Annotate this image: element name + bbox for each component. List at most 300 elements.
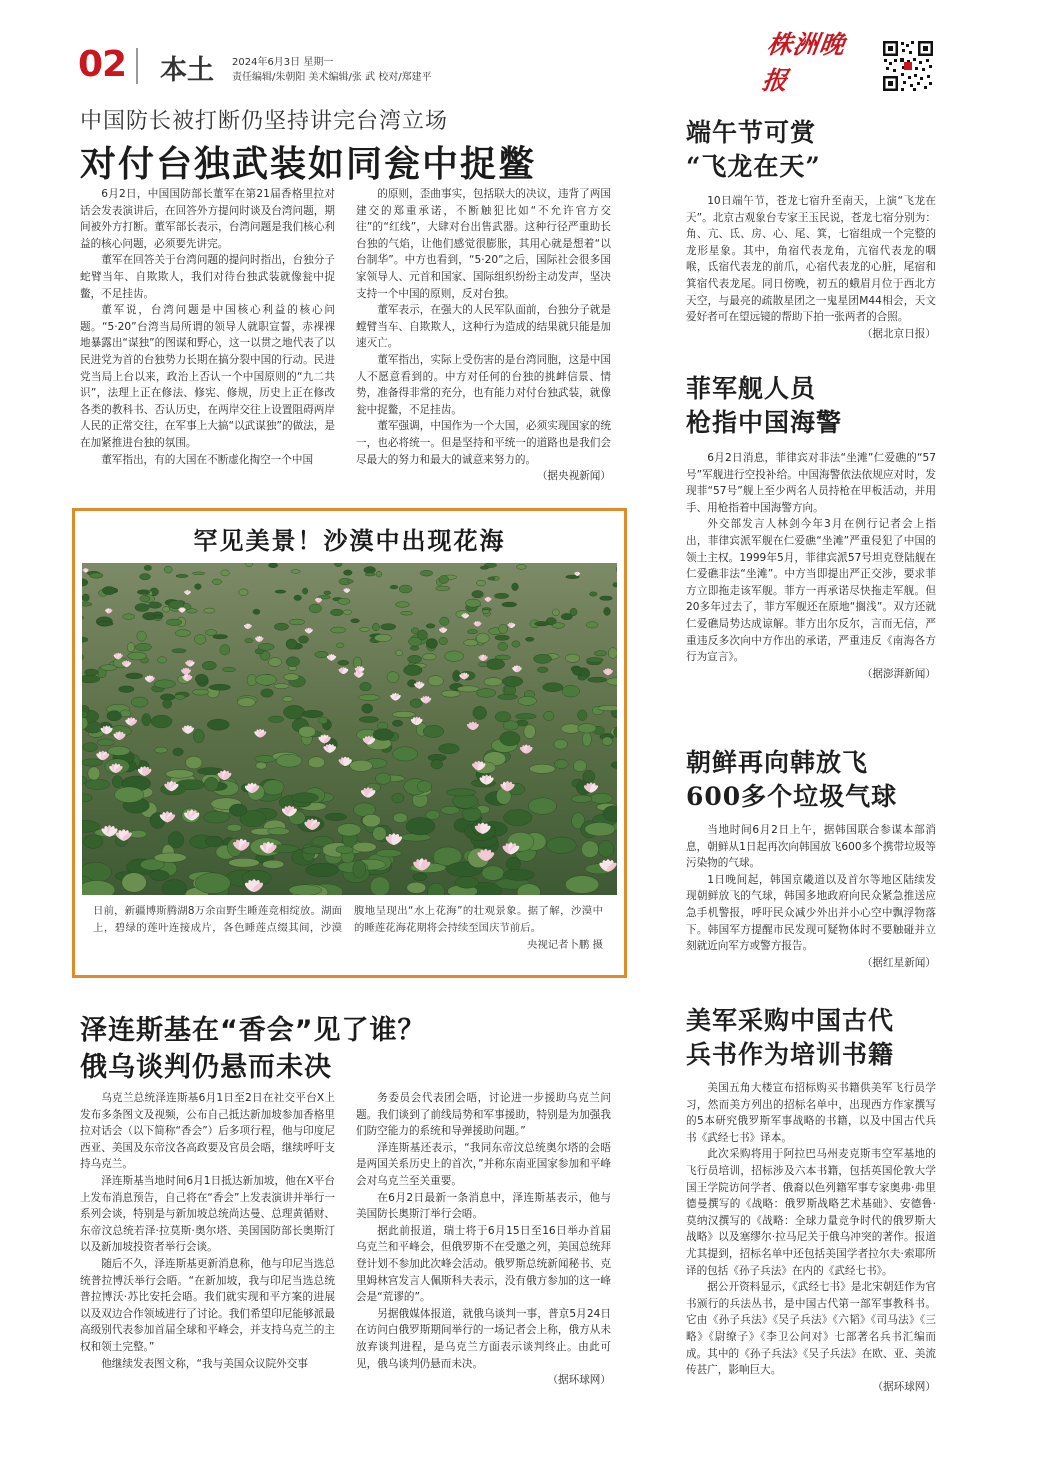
lily-pad [417,630,427,640]
paragraph: 6月2日消息，菲律宾对非法“坐滩”仁爱礁的“57号”军舰进行空投补给。中国海警依法依规应对时，发现菲“57号”舰上至少两名人员持枪在甲板活动，并用手、用枪指着中国海警方向。 [686,452,936,514]
lily-pad [495,635,510,640]
lily-pad [269,658,282,667]
lily-pad [552,623,564,629]
lily-pad [455,877,478,889]
headline-line: 端午节可赏 [686,118,817,147]
lily-pad [172,649,186,653]
lily-pad [176,574,188,577]
lily-pad [562,685,580,697]
lily-pad [373,827,387,841]
lily-pad [154,853,186,862]
lily-pad [503,869,534,880]
lily-pad [128,652,147,660]
dragon-article-body [686,193,936,342]
lily-pad [164,566,172,573]
lily-pad [268,828,290,835]
lily-pad [127,643,134,652]
lily-pad [283,697,294,702]
lily-pad [581,841,598,858]
lily-pad [360,627,370,631]
paragraph: 董军指出，有的大国在不断虚化掏空一个中国 [101,453,314,466]
lily-pad [578,710,587,721]
lily-pad [274,623,288,630]
lily-pad [131,697,148,707]
philippines-headline [686,372,842,440]
lily-pad [399,585,412,593]
lily-pad [186,756,203,769]
lily-pad [396,650,403,656]
lily-pad [517,565,527,570]
lily-pad [258,643,274,650]
military-books-headline [686,1004,894,1072]
lily-pad [377,722,388,730]
lily-pad [390,585,398,589]
lily-pad [478,662,487,667]
lily-pad [351,619,360,623]
lily-pad [149,870,169,880]
lily-pad [289,885,322,895]
article-source: （据红星新闻） [861,956,936,969]
lily-pad [428,676,444,686]
lily-pad [221,570,230,576]
lily-pad [586,658,603,663]
lily-pad [360,682,372,691]
paragraph: 董军在回答关于台湾问题的提问时指出，台独分子蛇臂当年、自欺欺人，我们对待台独武装就像瓮中捉鳖，不足挂齿。 [80,254,335,300]
lily-pad [613,583,617,587]
masthead-divider [136,48,138,84]
headline-line: “飞龙在天” [686,152,821,181]
zelensky-column-1 [80,1090,335,1372]
lily-pad [482,610,490,614]
lily-pad [286,657,299,667]
lily-pad [284,705,305,719]
lily-pad [166,619,182,626]
lily-pad [502,676,522,686]
lily-pad [203,811,229,823]
lily-pad [347,580,353,583]
photo-caption [93,903,603,954]
lily-pad [572,795,592,803]
article-source: （据央视新闻） [536,470,611,483]
lily-pad [547,837,577,854]
lily-pad [482,866,504,881]
lily-pad [195,674,208,683]
headline-line: 菲军舰人员 [686,374,817,403]
lily-pad [90,573,103,578]
paragraph: 据此前报道，瑞士将于6月15日至16日举办首届乌克兰和平峰会，但俄罗斯不在受邀之列，美国总统拜登计划不参加此次峰会活动。俄罗斯总统新闻秘书、克里姆林宫发言人佩斯科夫表示，没有俄方参加的这一峰会是“荒谬的”。 [356,1224,611,1304]
lily-pad [573,760,586,772]
paragraph: 1日晚间起，韩国京畿道以及首尔等地区陆续发现朝鲜放飞的气球，韩国多地政府向民众紧急推送应急手机警报，呼吁民众减少外出并小心空中飘浮物落下。韩国军方提醒市民发现可疑物体时不要触碰并立刻就近向军方或警方报告。 [686,873,936,953]
lily-pad [263,780,284,795]
lily-pad [565,876,599,894]
paragraph: 董军指出，实际上受伤害的是台湾同胞，这是中国人不愿意看到的。中方对任何的台独的挑衅信景、情势，准备得非常的充分，也有能力对付台独武装，就像瓮中捉鳖，不足挂齿。 [356,353,611,416]
qr-code-icon [882,40,934,92]
lily-pad [195,584,202,590]
lily-pad [408,655,422,663]
lily-pad [441,806,460,814]
lily-pad [207,719,229,730]
lily-pad [194,635,206,645]
lily-pad [534,654,552,663]
lily-pad [410,646,419,650]
lily-pad [486,659,505,670]
lily-pad [552,609,559,616]
lily-pad [529,764,555,773]
lily-pad [350,760,373,771]
lily-pad [227,824,242,831]
lily-pad [123,614,135,620]
lily-pad [446,789,475,796]
lily-pad [108,746,130,755]
lily-pad [269,716,284,722]
lily-pad [512,641,520,647]
lily-pad [426,810,440,819]
photo-title: 罕见美景！沙漠中出现花海 [193,526,506,555]
lily-pad [315,651,328,657]
lily-pad [393,747,418,761]
lily-pad [153,612,163,616]
lily-pad [309,604,321,613]
newspaper-logo: 株洲晚报 [760,30,848,95]
lily-pad [573,667,582,675]
lily-pad [426,638,437,648]
lily-pad [83,835,103,849]
lily-pad [114,787,143,803]
lily-pad [598,840,613,857]
lily-pad [404,665,423,676]
paragraph: 美国五角大楼宣布招标购买书籍供美军飞行员学习，然而美方列出的招标名单中，出现西方作家撰写的5本研究俄罗斯军事战略的书籍，以及中国古代兵书《武经七书》译本。 [686,1082,936,1144]
lily-pad [602,737,612,746]
lily-pad [578,724,597,734]
lily-pad [325,813,347,821]
lily-pad [142,714,151,726]
lily-pad [498,642,508,650]
lily-pad [439,744,460,754]
section-name: 本土 [160,55,214,86]
lily-pad [119,686,134,693]
lily-pad [302,847,323,854]
lily-pad [144,565,151,570]
paragraph: 当地时间6月2日上午，据韩国联合参谋本部消息，朝鲜从1日起再次向韩国放飞600多个携带垃圾等污染物的气球。 [686,824,936,870]
headline-line: 美军采购中国古代 [686,1006,895,1035]
lily-pad [298,636,308,643]
lily-pad [163,606,170,612]
lily-pad [261,689,274,697]
lily-pad [155,747,168,753]
books-article-body [686,1080,936,1395]
lily-pad [395,602,409,608]
lily-pad [502,602,517,607]
lily-pad [239,589,248,596]
lily-pad [83,743,98,752]
lily-pad [205,836,223,847]
lily-pad [604,607,611,615]
lily-pad [308,757,325,768]
lily-pad [255,674,276,685]
article-source: （据环球网） [547,1374,611,1387]
paragraph: 他继续发表图文称，“我与美国众议院外交事 [101,1357,308,1370]
lily-pad [229,804,247,816]
lily-pad [554,739,568,749]
editor-credits: 责任编辑/朱朝阳 美术编辑/张 武 校对/郑建平 [232,72,432,83]
lily-pad [362,814,380,827]
lily-pad [590,592,598,596]
paragraph: 泽连斯基当地时间6月1日抵达新加坡，他在X平台上发布消息预告，自己将在“香会”上发表演讲并举行一系列会谈，特别是与新加坡总统尚达曼、总理黄循财、东帝汶总统若泽·拉莫斯·奥尔塔、美国国防部长奥斯汀以及新加坡投资者举行会谈。 [80,1174,335,1254]
paragraph: 据公开资料显示，《武经七书》是北宋朝廷作为官书颁行的兵法丛书，是中国古代第一部军事教科书。它由《孙子兵法》《吴子兵法》《六韬》《司马法》《三略》《尉缭子》《李卫公问对》七部著名兵书汇编而成。其中的《孙子兵法》《吴子兵法》在欧、亚、美流传甚广，影响巨大。 [686,1281,936,1377]
lily-pad [338,598,350,604]
lily-pad [135,604,149,612]
lily-pad [504,810,532,826]
lily-pad [431,760,443,769]
korea-article-body [686,822,936,971]
lily-pad [583,770,595,783]
lily-pad [445,651,464,662]
lily-pad [88,767,100,780]
lily-pad [126,673,143,679]
lily-pad [406,818,435,835]
lily-pad [212,579,221,585]
lily-pad [337,824,361,837]
lily-pad [162,880,186,896]
photo-feature-box [72,508,627,978]
lily-pad [392,793,404,802]
lily-pad [528,798,556,815]
lily-pad [107,711,122,721]
lily-pad [506,857,520,870]
lily-pad [420,570,432,576]
lily-pad [441,690,460,697]
lily-pad [503,721,519,730]
lily-pad [555,759,569,768]
paragraph: 务委员会代表团会晤，讨论进一步援助乌克兰问题。我们谈到了前线局势和军事援助，特别是为加强我们防空能力的系统和导弹援助问题。” [356,1092,611,1138]
lily-pad [229,858,260,867]
lily-pad [276,754,302,767]
paragraph: 6月2日，中国国防部长董军在第21届香格里拉对话会发表演讲后，在回答外方提问时谈及台湾问题，期间被外方打断。董军部长表示，台湾问题是我们核心利益的核心问题，必须要先讲完。 [80,188,335,250]
lily-pad [375,773,391,784]
lily-pad [578,675,586,680]
lily-pad [137,590,150,595]
lily-pad [411,628,419,634]
lily-pad [175,694,185,699]
lily-pad [302,588,307,594]
lily-pad [223,667,236,671]
lily-pad [135,643,151,651]
lily-pad [256,762,267,769]
paragraph: 的原则，歪曲事实，包括联大的决议，违背了两国建交的郑重承诺，不断触犯比如“不允许官方交往”的“红线”，大肆对台出售武器。这种行径严重助长台独的气焰，让他们感觉很膨胀，其用心就是想着“以台制华”。中方也看到，“5·20”之后，国际社会很多国家领导人、元首和国家、国际组织纷纷主动发声，坚决支持一个中国的原则，反对台独。 [356,188,611,300]
lily-pad [112,776,123,788]
lily-pad [82,759,103,766]
lily-pad [137,631,147,641]
lily-pad [336,643,344,648]
paragraph: 董军说，台湾问题是中国核心利益的核心问题。“5·20”台湾当局所谓的领导人就职宣誓，赤裸裸地暴露出“谋独”的图谋和野心，这一以贯之地代表了以民进党为首的台独势力长期在搞分裂中国的行动。民进党当局上台以来，政治上否认一个中国原则的“九二共识”，法理上正在修法、修宪、修规，历史上正在修改各类的教科书、否认历史，在两岸交往上设置阻碍两岸人民的正常交往，在军事上大搞“以武谋独”的做法，是在加紧推进台独的氛围。 [80,304,335,449]
lily-pad [151,715,172,728]
lily-pad [399,834,431,842]
headline-line: 兵书作为培训书籍 [686,1040,895,1069]
lily-pad [294,595,302,600]
headline-line: 枪指中国海警 [686,408,843,437]
lead-column-2 [356,186,611,485]
lily-pad [195,873,230,894]
lily-pad [268,563,277,568]
lily-pad [253,609,260,614]
page-number: 02 [78,44,127,85]
lily-pad [600,596,613,600]
lily-pad [439,637,447,645]
lily-pad [192,572,205,575]
lily-pad [494,593,508,598]
lily-pad [202,661,216,670]
lily-pad [192,689,209,695]
headline-line: 朝鲜再向韩放飞 [686,748,869,777]
lily-pad [524,725,536,739]
paragraph: 泽连斯基还表示，“我同东帝汶总统奥尔塔的会晤是两国关系历史上的首次，”并称东南亚国家参加和平峰会对乌克兰至关重要。 [356,1141,611,1187]
masthead [0,0,1039,100]
lily-pad [306,863,339,876]
lily-pad [166,770,194,779]
lily-pad [484,678,503,686]
paragraph: 外交部发言人林剑今年3月在例行记者会上指出，菲律宾派军舰在仁爱礁“坐滩”严重侵犯了中国的领土主权。1999年5月，菲律宾派57号坦克登陆舰在仁爱礁非法“坐滩”。中方当即提出严正交涉，要求菲方立即拖走该军舰。菲方一再承诺尽快拖走军舰。但20多年过去了，菲方军舰还在原地“搁浅”。双方还就仁爱礁局势达成谅解。菲方出尔反尔，言而无信，严重违反多次向中方作出的承诺，严重违反《南海各方行为宣言》。 [686,518,936,664]
lily-pad [410,699,422,708]
lily-pad [324,591,331,595]
photo-credit: 央视记者卜鹏 摄 [526,939,603,951]
zelensky-column-2 [356,1090,611,1389]
lily-pad [512,583,519,591]
lily-pad [500,731,520,745]
lily-pad [286,639,297,649]
lily-pad [440,617,449,625]
lily-pad [373,729,393,741]
lily-pad [289,619,305,625]
lily-pad [407,882,426,893]
lily-pad [97,739,114,746]
lily-pad [586,622,598,628]
lily-pad [518,696,537,705]
lily-pad [353,842,376,852]
lily-pad [82,603,92,607]
lily-pad [149,602,162,608]
lily-pad [372,623,379,631]
lily-pad [598,705,617,710]
lily-pad [477,580,486,586]
lily-pad [392,720,402,726]
issue-date: 2024年6月3日 星期一 [232,57,334,68]
lily-pad [319,717,328,724]
lily-pad [82,675,100,683]
paragraph: 10日端午节，苍龙七宿升至南天，上演“飞龙在天”。北京古观象台专家王玉民说，苍龙七宿分别为：角、亢、氐、房、心、尾、箕，七宿组成一个完整的龙形星象。其中，角宿代表龙角，亢宿代表龙的咽喉，氐宿代表龙的前爪，心宿代表龙的心脏，尾宿和箕宿代表龙尾。同日傍晚，初五的蛾眉月位于西北方天空，与最亮的疏散星团之一鬼星团M44相会，天文爱好者可在望远镜的帮助下拍一张两者的合照。 [686,195,936,324]
lily-pad [343,610,352,615]
lily-pad [82,594,89,601]
lily-pad [495,712,511,722]
lily-pad [204,777,218,791]
lily-pad [292,793,319,803]
lily-pad [436,586,450,591]
lily-pad [565,654,580,662]
paragraph: 另据俄媒体报道，就俄乌谈判一事，普京5月24日在访问白俄罗斯期间举行的一场记者会上称，俄方从未放弃谈判进程，是乌克兰方面表示谈判终止。由此可见，俄乌谈判仍悬而未决。 [356,1307,611,1370]
lily-pad [498,694,518,699]
lily-pad [426,624,435,628]
lily-pad [299,726,316,737]
lily-pad [274,684,289,689]
lily-pad [499,624,508,633]
lily-pad [353,860,366,878]
lily-pad [376,571,382,577]
lead-subtitle: 中国防长被打断仍坚持讲完台湾立场 [80,109,449,134]
lily-pad [263,860,284,868]
lily-pad [284,674,299,681]
lily-pad [608,648,617,659]
lily-pad [175,630,190,637]
lily-pad [154,680,176,688]
article-source: （据澎湃新闻） [861,667,936,680]
lily-pad [476,689,495,698]
lead-headline: 对付台独武装如同瓮中捉鳖 [80,144,537,185]
paragraph: 在6月2日最新一条消息中，泽连斯基表示，他与美国防长奥斯汀举行会晤。 [356,1191,611,1221]
lily-pad [365,573,375,576]
lily-pad [275,590,286,593]
lily-pad [537,667,548,673]
headline-line: 600多个垃圾气球 [686,782,898,811]
lily-pad [590,793,613,803]
lily-pad [338,660,349,665]
paragraph: 董军强调，中国作为一个大国，必须实现国家的统一，也必将统一。但是坚持和平统一的道路也是我们会尽最大的努力和最大的诚意来努力的。 [356,420,611,466]
lily-pad [213,635,228,639]
lily-pad [344,570,353,575]
lily-pad [535,621,549,626]
lily-pad [364,567,376,574]
lily-pad [359,694,380,700]
paragraph: 乌克兰总统泽连斯基6月1日至2日在社交平台X上发布多条图文及视频，公布自己抵达新加坡参加香格里拉对话会（以下简称“香会”）后多项行程，他与印度尼西亚、美国及东帝汶各高政要及官员会晤，继续呼吁支持乌克兰。 [80,1092,335,1171]
lily-pad [516,714,537,720]
lily-pad [85,669,99,676]
paragraph: 此次采购将用于阿拉巴马州麦克斯韦空军基地的飞行员培训，招标涉及六本书籍，包括英国伦敦大学国王学院访问学者、俄裔以色列籍军事专家奥弗·弗里德曼撰写的《战略：俄罗斯战略艺术基础》、安德鲁·莫纳汉撰写的《战略：全球力量竞争时代的俄罗斯大战略》以及塞缪尔·拉马尼关于俄乌冲突的著作。报道尤其提到，招标名单中还包括美国学者拉尔夫·索耶所译的包括《孙子兵法》在内的《武经七书》。 [686,1148,936,1277]
lily-pad [193,729,204,743]
lily-pad [204,608,215,613]
lily-pad [413,873,427,881]
lily-pad [467,630,477,634]
lily-pad [163,699,172,708]
lily-pad [464,639,478,646]
lily-pad [525,637,534,641]
lily-pad [359,717,378,723]
lily-pad [381,624,396,630]
lily-pad [543,683,563,692]
lily-pad [335,563,343,567]
lily-pad [423,653,437,660]
lily-pad [585,822,615,836]
lily-pad [206,630,217,636]
lily-pad [302,710,323,717]
lily-pad [387,672,399,683]
lily-pad [401,611,413,615]
lily-pad [376,849,401,857]
lily-pad [588,677,607,682]
paragraph: 随后不久，泽连斯基更新消息称，他与印尼当选总统普拉博沃举行会晤。“在新加坡，我与印尼当选总统普拉博沃·苏比安托会晤。我们就实现和平方案的进展以及双边合作领域进行了讨论。我们希望印尼能够派最高级别代表参加首届全球和平峰会，并支持乌克兰的主权和领土完整。” [80,1257,335,1353]
lead-column-1 [80,186,335,468]
lily-pad [102,587,116,595]
lily-pad [173,748,184,756]
caption-text: 日前，新疆博斯腾湖8万余亩野生睡莲竞相绽放。湖面上，碧绿的莲叶连接成片，各色睡莲点缀其间，沙漠腹地呈现出“水上花海”的壮观景象。据了解，沙漠中的睡莲花海花期将会持续至国庆节前后。 [93,905,603,934]
lily-pad [582,732,591,746]
lily-pad [246,563,253,567]
lily-pad [140,595,150,602]
lily-pad [122,873,147,893]
dragon-headline [686,116,821,184]
lily-pad [331,627,346,633]
paragraph: 董军表示，在强大的人民军队面前，台独分子就是螳臂当车、自欺欺人，这种行为造成的结果就只能是加速灭亡。 [356,304,611,350]
lily-pad [330,609,343,616]
lily-pad [544,711,554,720]
lily-pad [238,698,256,707]
